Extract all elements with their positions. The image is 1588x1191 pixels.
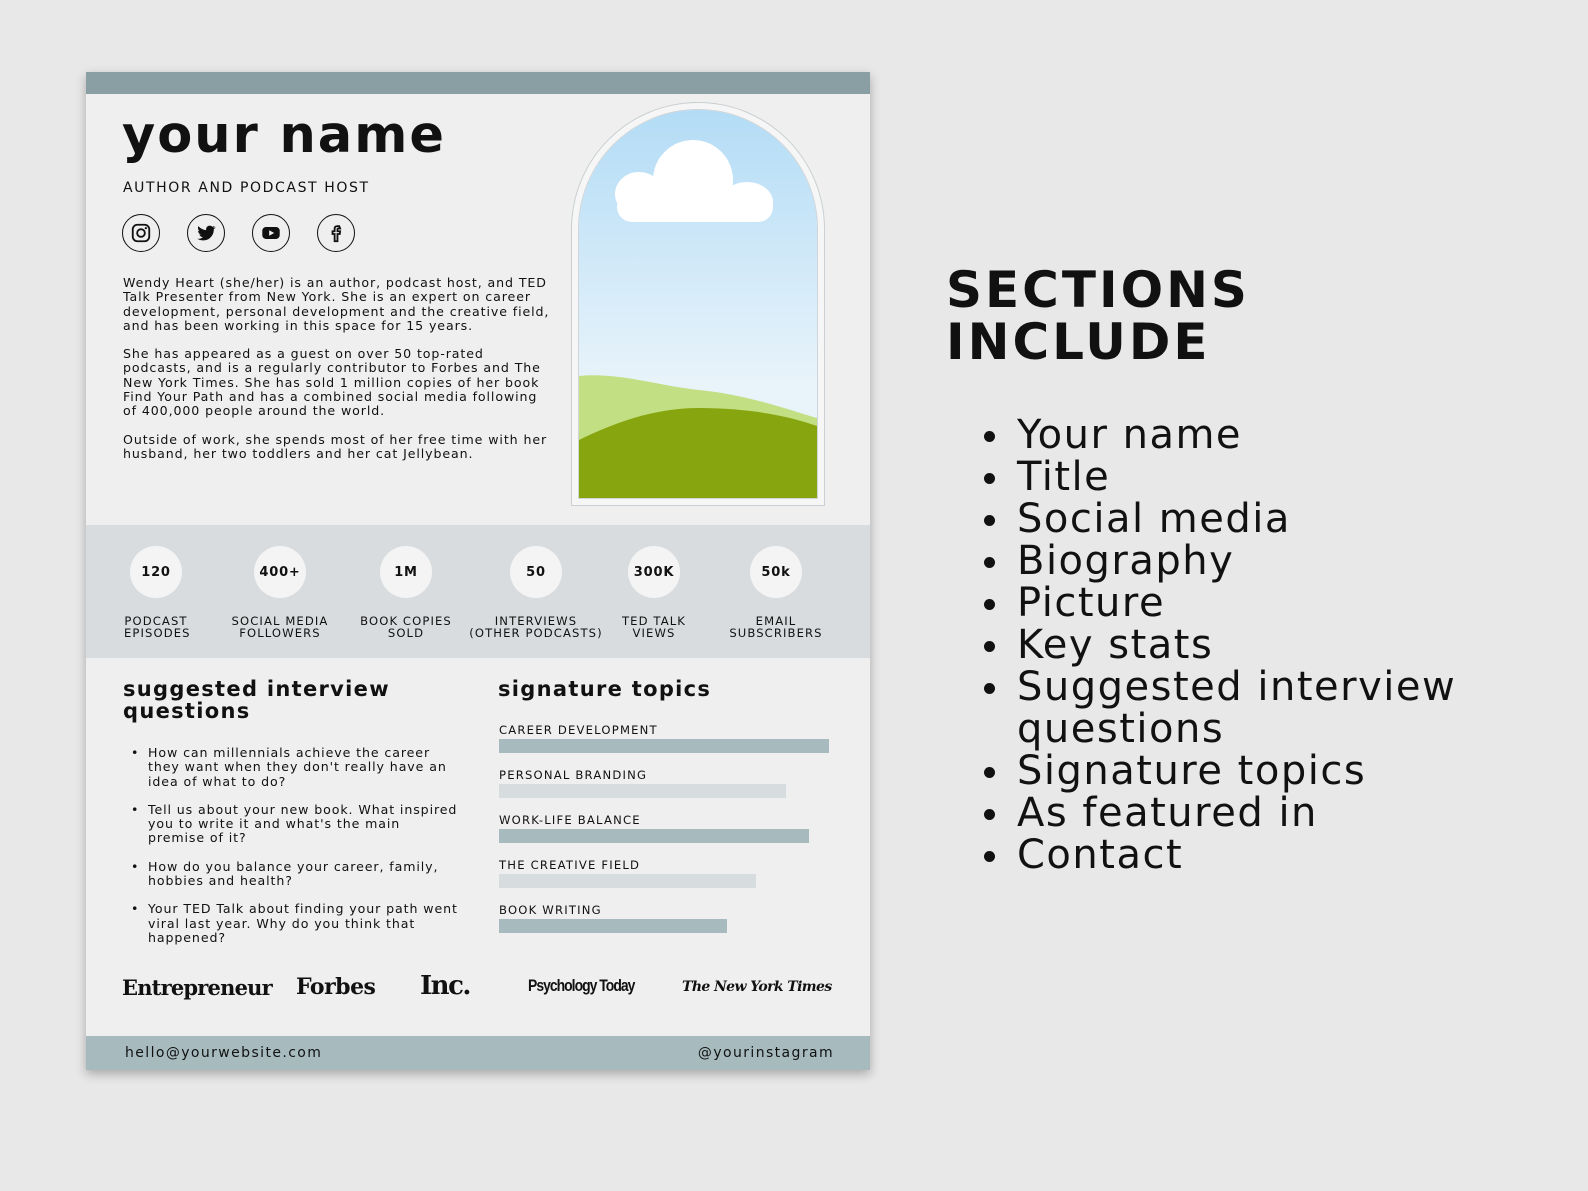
list-item: • Tell us about your new book. What inspired you to write it and what's the main premise of it?	[130, 803, 460, 846]
topic-item	[499, 814, 809, 843]
topic-bar	[499, 829, 809, 843]
media-kit-sheet	[86, 72, 870, 1070]
contact-footer	[86, 1036, 870, 1070]
contact-instagram[interactable]: @yourinstagram	[697, 1045, 834, 1061]
topic-label: PERSONAL BRANDING	[499, 768, 648, 782]
featured-logos	[86, 972, 870, 1006]
questions-heading: suggested interview questions	[123, 677, 390, 723]
topic-label: BOOK WRITING	[499, 903, 602, 917]
youtube-icon[interactable]	[252, 214, 290, 252]
list-item: • Your TED Talk about finding your path went viral last year. Why do you think that happened?	[130, 902, 460, 945]
topic-item	[499, 859, 756, 888]
stat-value: 400+	[254, 546, 306, 598]
list-item: • How can millennials achieve the career they want when they don't really have an idea of what to do?	[130, 746, 460, 789]
topic-bar	[499, 739, 829, 753]
logo-psychology-today: Psychology Today	[528, 976, 635, 995]
stat-label: BOOK COPIES SOLD	[360, 614, 452, 640]
topic-label: WORK-LIFE BALANCE	[499, 813, 641, 827]
topics-heading: signature topics	[498, 677, 712, 701]
social-icons	[122, 214, 355, 252]
sections-heading-line2: INCLUDE	[946, 313, 1211, 371]
list-item: Title	[984, 456, 1487, 498]
topic-label: CAREER DEVELOPMENT	[499, 723, 658, 737]
list-item: Your name	[984, 414, 1487, 456]
stat-social-followers	[210, 525, 350, 639]
list-item: Key stats	[984, 624, 1487, 666]
logo-forbes: Forbes	[296, 974, 376, 1000]
list-item: Picture	[984, 582, 1487, 624]
sections-heading	[946, 261, 1250, 371]
topic-bar	[499, 784, 786, 798]
list-item: Signature topics	[984, 750, 1487, 792]
stat-ted-views	[584, 525, 724, 639]
topic-bar	[499, 874, 756, 888]
topic-bar	[499, 919, 727, 933]
list-item: Contact	[984, 834, 1487, 876]
stat-label: EMAIL SUBSCRIBERS	[729, 614, 823, 640]
stat-label: TED TALK VIEWS	[622, 614, 686, 640]
sections-list	[984, 414, 1487, 876]
logo-entrepreneur: Entrepreneur	[122, 975, 272, 1000]
twitter-icon[interactable]	[187, 214, 225, 252]
stat-value: 50	[510, 546, 562, 598]
stat-value: 300K	[628, 546, 680, 598]
list-item: As featured in	[984, 792, 1487, 834]
landscape-illustration	[579, 110, 817, 498]
stat-value: 120	[130, 546, 182, 598]
stat-label: INTERVIEWS (OTHER PODCASTS)	[469, 614, 603, 640]
picture-placeholder[interactable]	[579, 110, 817, 498]
logo-new-york-times: The New York Times	[682, 979, 832, 995]
logo-inc: Inc.	[420, 971, 470, 1001]
contact-email[interactable]: hello@yourwebsite.com	[125, 1045, 323, 1061]
stat-label: PODCAST EPISODES	[124, 614, 191, 640]
cloud-icon	[615, 140, 773, 222]
stat-podcast-episodes	[86, 525, 226, 639]
biography	[123, 276, 553, 475]
facebook-icon[interactable]	[317, 214, 355, 252]
sections-heading-line1: SECTIONS	[946, 261, 1250, 319]
bio-paragraph: Wendy Heart (she/her) is an author, podcast host, and TED Talk Presenter from New York. She is an expert on career development, personal development and the creative field, and has been working in this space for 15 years.	[123, 275, 550, 333]
key-stats-band	[86, 525, 870, 658]
list-item: Social media	[984, 498, 1487, 540]
topic-item	[499, 724, 829, 753]
questions-list	[130, 746, 460, 959]
stat-value: 50k	[750, 546, 802, 598]
person-title: AUTHOR AND PODCAST HOST	[123, 180, 370, 196]
topic-item	[499, 769, 786, 798]
list-item: • How do you balance your career, family, hobbies and health?	[130, 860, 460, 889]
topic-item	[499, 904, 727, 933]
stat-email-subscribers	[706, 525, 846, 639]
instagram-icon[interactable]	[122, 214, 160, 252]
topic-label: THE CREATIVE FIELD	[499, 858, 641, 872]
stat-value: 1M	[380, 546, 432, 598]
stat-label: SOCIAL MEDIA FOLLOWERS	[231, 614, 329, 640]
list-item: Suggested interview questions	[984, 666, 1487, 750]
top-accent-bar	[86, 72, 870, 94]
list-item: Biography	[984, 540, 1487, 582]
person-name: your name	[122, 106, 446, 165]
bio-paragraph: Outside of work, she spends most of her free time with her husband, her two toddlers and her cat Jellybean.	[123, 431, 548, 461]
bio-paragraph: She has appeared as a guest on over 50 top-rated podcasts, and is a regularly contributor to Forbes and The New York Times. She has sold 1 million copies of her book Find Your Path and has a combined social media following of 400,000 people around the world.	[123, 346, 541, 419]
